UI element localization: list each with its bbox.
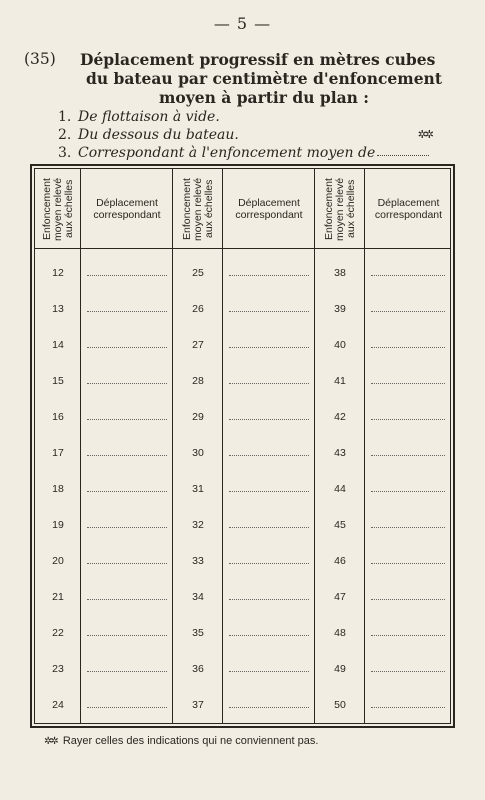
draught-value: 24 — [52, 699, 64, 711]
section-heading — [24, 50, 464, 107]
displacement-blank[interactable] — [229, 455, 309, 456]
draught-value: 48 — [334, 627, 346, 639]
header-displacement — [81, 169, 173, 249]
draught-value: 17 — [52, 447, 64, 459]
fill-in-blank[interactable] — [377, 144, 429, 156]
displacement-blank[interactable] — [87, 383, 167, 384]
draught-value: 38 — [334, 267, 346, 279]
draught-value: 44 — [334, 483, 346, 495]
draught-value: 47 — [334, 591, 346, 603]
table-row — [35, 651, 450, 687]
table-row — [35, 399, 450, 435]
draught-value: 16 — [52, 411, 64, 423]
draught-value: 14 — [52, 339, 64, 351]
displacement-blank[interactable] — [87, 275, 167, 276]
table-row — [35, 435, 450, 471]
table-row — [35, 579, 450, 615]
displacement-blank[interactable] — [371, 491, 445, 492]
header-displacement-label: Déplacement correspondant — [235, 197, 303, 221]
displacement-blank[interactable] — [229, 527, 309, 528]
draught-value: 22 — [52, 627, 64, 639]
draught-value: 45 — [334, 519, 346, 531]
table-row — [35, 255, 450, 291]
header-draught-label: Enfoncement moyen relevé aux échelles — [180, 177, 215, 241]
displacement-blank[interactable] — [229, 419, 309, 420]
displacement-blank[interactable] — [87, 455, 167, 456]
displacement-blank[interactable] — [371, 419, 445, 420]
displacement-blank[interactable] — [229, 311, 309, 312]
draught-value: 36 — [192, 663, 204, 675]
displacement-table — [30, 164, 455, 728]
table-row — [35, 507, 450, 543]
draught-value: 43 — [334, 447, 346, 459]
header-displacement — [365, 169, 452, 249]
header-displacement-label: Déplacement correspondant — [374, 197, 443, 221]
displacement-blank[interactable] — [371, 383, 445, 384]
displacement-blank[interactable] — [87, 563, 167, 564]
footnote — [44, 735, 464, 747]
draught-value: 39 — [334, 303, 346, 315]
displacement-blank[interactable] — [87, 707, 167, 708]
draught-value: 37 — [192, 699, 204, 711]
displacement-blank[interactable] — [371, 455, 445, 456]
section-title-line-3: moyen à partir du plan : — [158, 88, 370, 107]
displacement-blank[interactable] — [371, 347, 445, 348]
draught-value: 35 — [192, 627, 204, 639]
displacement-blank[interactable] — [371, 635, 445, 636]
draught-value: 28 — [192, 375, 204, 387]
option-number: 2. — [58, 127, 72, 143]
displacement-blank[interactable] — [371, 527, 445, 528]
draught-value: 18 — [52, 483, 64, 495]
options-list — [58, 108, 458, 162]
draught-value: 50 — [334, 699, 346, 711]
draught-value: 25 — [192, 267, 204, 279]
displacement-blank[interactable] — [87, 347, 167, 348]
draught-value: 30 — [192, 447, 204, 459]
table-row — [35, 615, 450, 651]
header-draught — [35, 169, 81, 249]
option-item-2 — [58, 126, 458, 144]
displacement-blank[interactable] — [87, 311, 167, 312]
option-number: 3. — [58, 145, 72, 161]
displacement-blank[interactable] — [371, 275, 445, 276]
header-displacement-label: Déplacement correspondant — [93, 197, 161, 221]
displacement-blank[interactable] — [87, 635, 167, 636]
displacement-blank[interactable] — [229, 599, 309, 600]
displacement-blank[interactable] — [87, 671, 167, 672]
header-displacement — [223, 169, 315, 249]
table-row — [35, 543, 450, 579]
footnote-text: Rayer celles des indications qui ne conviennent pas. — [62, 735, 319, 747]
displacement-blank[interactable] — [229, 707, 309, 708]
option-number: 1. — [58, 109, 72, 125]
table-inner-frame — [34, 168, 451, 724]
table-row — [35, 687, 450, 723]
draught-value: 15 — [52, 375, 64, 387]
draught-value: 21 — [52, 591, 64, 603]
draught-value: 27 — [192, 339, 204, 351]
draught-value: 23 — [52, 663, 64, 675]
displacement-blank[interactable] — [371, 311, 445, 312]
draught-value: 20 — [52, 555, 64, 567]
table-row — [35, 291, 450, 327]
displacement-blank[interactable] — [87, 527, 167, 528]
displacement-blank[interactable] — [371, 671, 445, 672]
draught-value: 49 — [334, 663, 346, 675]
displacement-blank[interactable] — [229, 491, 309, 492]
table-header-row — [35, 169, 450, 249]
draught-value: 41 — [334, 375, 346, 387]
draught-value: 34 — [192, 591, 204, 603]
draught-value: 13 — [52, 303, 64, 315]
table-row — [35, 471, 450, 507]
table-row — [35, 327, 450, 363]
displacement-blank[interactable] — [229, 671, 309, 672]
table-row — [35, 363, 450, 399]
displacement-blank[interactable] — [371, 599, 445, 600]
option-text: De flottaison à vide. — [78, 109, 220, 125]
option-item-1 — [58, 108, 458, 126]
draught-value: 19 — [52, 519, 64, 531]
displacement-blank[interactable] — [87, 419, 167, 420]
option-text: Correspondant à l'enfoncement moyen de — [78, 145, 376, 161]
section-title-line-1: Déplacement progressif en mètres cubes — [80, 50, 436, 69]
header-draught — [315, 169, 365, 249]
displacement-blank[interactable] — [229, 347, 309, 348]
displacement-blank[interactable] — [371, 563, 445, 564]
draught-value: 29 — [192, 411, 204, 423]
draught-value: 40 — [334, 339, 346, 351]
draught-value: 46 — [334, 555, 346, 567]
displacement-blank[interactable] — [229, 563, 309, 564]
option-item-3 — [58, 144, 458, 162]
draught-value: 32 — [192, 519, 204, 531]
displacement-blank[interactable] — [371, 707, 445, 708]
section-number: (35) — [24, 50, 56, 68]
displacement-blank[interactable] — [87, 599, 167, 600]
page-number: — 5 — — [213, 14, 272, 33]
displacement-blank[interactable] — [229, 635, 309, 636]
header-draught — [173, 169, 223, 249]
displacement-blank[interactable] — [229, 275, 309, 276]
draught-value: 26 — [192, 303, 204, 315]
draught-value: 12 — [52, 267, 64, 279]
draught-value: 33 — [192, 555, 204, 567]
footnote-marker-icon: ✲✲ — [44, 736, 57, 747]
draught-value: 31 — [192, 483, 204, 495]
displacement-blank[interactable] — [87, 491, 167, 492]
footnote-marker-icon: ✲✲ — [417, 128, 432, 141]
draught-value: 42 — [334, 411, 346, 423]
displacement-blank[interactable] — [229, 383, 309, 384]
header-draught-label: Enfoncement moyen relevé aux échelles — [40, 177, 75, 241]
option-text: Du dessous du bateau. — [78, 127, 239, 143]
section-title-line-2: du bateau par centimètre d'enfoncement — [85, 69, 442, 88]
header-draught-label: Enfoncement moyen relevé aux échelles — [322, 177, 357, 241]
